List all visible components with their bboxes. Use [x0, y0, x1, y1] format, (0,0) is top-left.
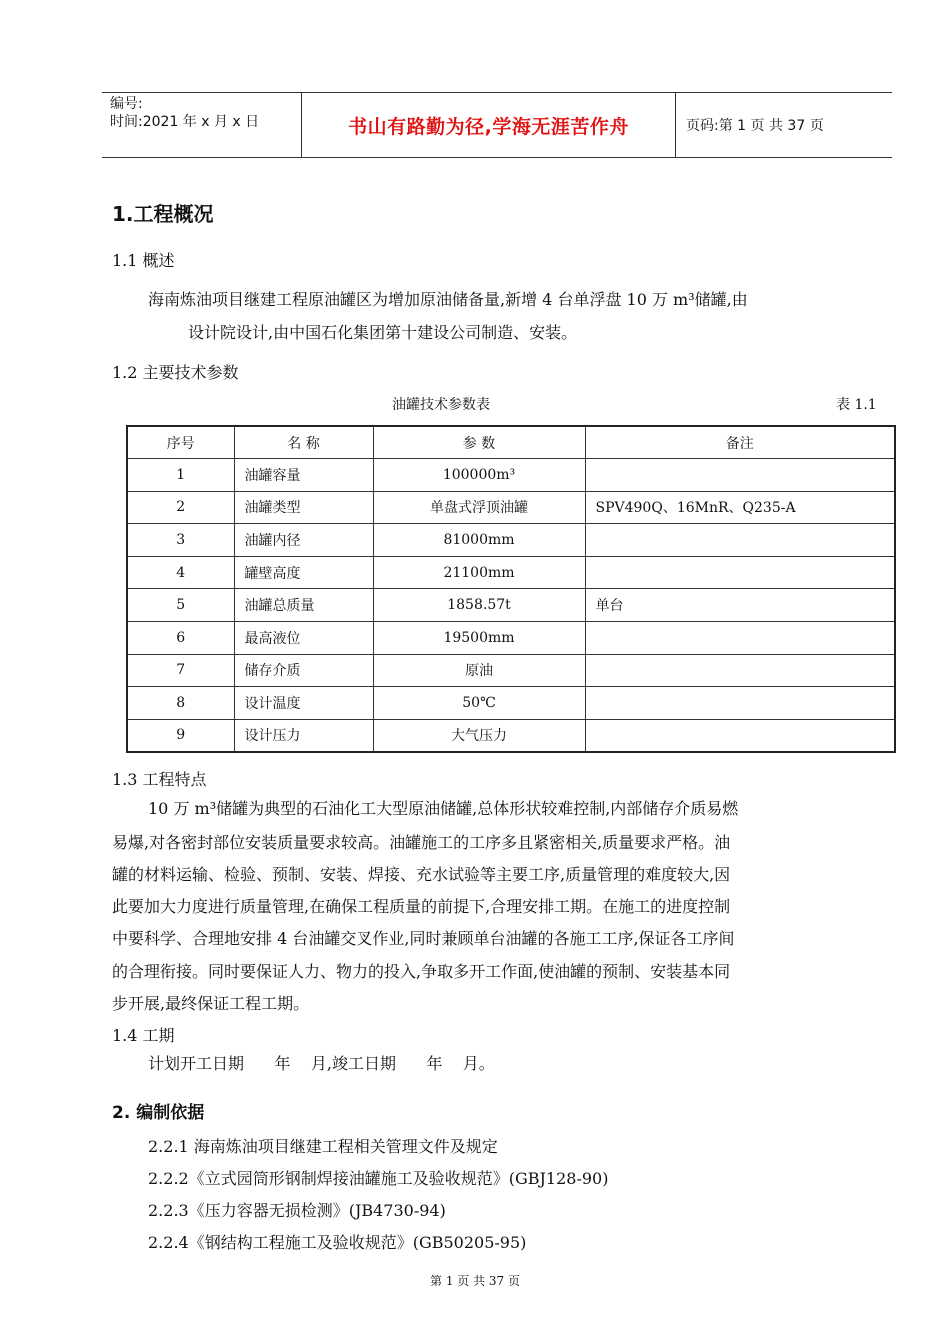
doc-number-label: 编号: — [110, 96, 143, 112]
cell-remark — [585, 719, 895, 752]
cell-name: 罐壁高度 — [234, 556, 373, 589]
header-page-info: 页码:第 1 页 共 37 页 — [686, 118, 824, 134]
cell-param: 19500mm — [373, 622, 585, 655]
cell-param: 50℃ — [373, 687, 585, 720]
table-row — [127, 654, 895, 687]
cell-index: 3 — [127, 524, 234, 557]
cell-index: 2 — [127, 491, 234, 524]
cell-name: 设计压力 — [234, 719, 373, 752]
cell-remark: SPV490Q、16MnR、Q235-A — [585, 491, 895, 524]
table-row — [127, 524, 895, 557]
table-header-row — [127, 426, 895, 459]
page-footer: 第 1 页 共 37 页 — [430, 1274, 520, 1288]
cell-param: 单盘式浮顶油罐 — [373, 491, 585, 524]
cell-param: 大气压力 — [373, 719, 585, 752]
cell-remark — [585, 654, 895, 687]
cell-index: 9 — [127, 719, 234, 752]
section-2-title: 2. 编制依据 — [112, 1103, 205, 1123]
schedule-text: 计划开工日期 年 月,竣工日期 年 月。 — [148, 1054, 495, 1073]
col-header-name: 名 称 — [234, 426, 373, 459]
cell-index: 7 — [127, 654, 234, 687]
reference-item: 2.2.2《立式园筒形钢制焊接油罐施工及验收规范》(GBJ128-90) — [148, 1169, 609, 1188]
features-line: 中要科学、合理地安排 4 台油罐交叉作业,同时兼顾单台油罐的各施工工序,保证各工序间 — [112, 929, 735, 948]
cell-param: 1858.57t — [373, 589, 585, 622]
cell-name: 油罐容量 — [234, 459, 373, 492]
section-1-title: 1.工程概况 — [112, 202, 214, 226]
cell-param: 81000mm — [373, 524, 585, 557]
overview-line-1: 海南炼油项目继建工程原油罐区为增加原油储备量,新增 4 台单浮盘 10 万 m³储罐,由 — [148, 290, 748, 309]
cell-remark — [585, 687, 895, 720]
cell-name: 设计温度 — [234, 687, 373, 720]
table-title: 油罐技术参数表 — [392, 397, 490, 413]
features-line: 步开展,最终保证工程工期。 — [112, 994, 310, 1013]
cell-name: 油罐总质量 — [234, 589, 373, 622]
overview-line-2: 设计院设计,由中国石化集团第十建设公司制造、安装。 — [188, 323, 578, 342]
cell-index: 5 — [127, 589, 234, 622]
cell-name: 最高液位 — [234, 622, 373, 655]
features-line: 的合理衔接。同时要保证人力、物力的投入,争取多开工作面,使油罐的预制、安装基本同 — [112, 962, 731, 981]
col-header-index: 序号 — [127, 426, 234, 459]
doc-time: 时间:2021 年 x 月 x 日 — [110, 114, 260, 130]
cell-remark — [585, 556, 895, 589]
table-row — [127, 459, 895, 492]
cell-param: 原油 — [373, 654, 585, 687]
table-row — [127, 589, 895, 622]
tank-parameter-table — [126, 425, 896, 753]
section-1-4-heading: 1.4 工期 — [112, 1026, 175, 1045]
cell-param: 100000m³ — [373, 459, 585, 492]
reference-item: 2.2.1 海南炼油项目继建工程相关管理文件及规定 — [148, 1137, 498, 1156]
table-row — [127, 491, 895, 524]
table-row — [127, 556, 895, 589]
table-row — [127, 719, 895, 752]
cell-index: 8 — [127, 687, 234, 720]
col-header-param: 参 数 — [373, 426, 585, 459]
features-line: 易爆,对各密封部位安装质量要求较高。油罐施工的工序多且紧密相关,质量要求严格。油 — [112, 833, 731, 852]
page-header — [102, 92, 892, 158]
cell-name: 储存介质 — [234, 654, 373, 687]
table-row — [127, 622, 895, 655]
reference-item: 2.2.3《压力容器无损检测》(JB4730-94) — [148, 1201, 446, 1220]
reference-item: 2.2.4《钢结构工程施工及验收规范》(GB50205-95) — [148, 1233, 527, 1252]
cell-param: 21100mm — [373, 556, 585, 589]
cell-remark: 单台 — [585, 589, 895, 622]
cell-remark — [585, 459, 895, 492]
features-line: 10 万 m³储罐为典型的石油化工大型原油储罐,总体形状较难控制,内部储存介质易燃 — [148, 799, 739, 818]
section-1-2-heading: 1.2 主要技术参数 — [112, 363, 239, 382]
section-1-3-heading: 1.3 工程特点 — [112, 770, 207, 789]
cell-remark — [585, 524, 895, 557]
cell-name: 油罐类型 — [234, 491, 373, 524]
cell-name: 油罐内径 — [234, 524, 373, 557]
table-number: 表 1.1 — [836, 397, 877, 413]
cell-index: 6 — [127, 622, 234, 655]
header-meta — [102, 93, 302, 157]
col-header-remark: 备注 — [585, 426, 895, 459]
cell-remark — [585, 622, 895, 655]
features-line: 此要加大力度进行质量管理,在确保工程质量的前提下,合理安排工期。在施工的进度控制 — [112, 897, 731, 916]
header-motto: 书山有路勤为径,学海无涯苦作舟 — [302, 93, 676, 157]
features-line: 罐的材料运输、检验、预制、安装、焊接、充水试验等主要工序,质量管理的难度较大,因 — [112, 865, 731, 884]
section-1-1-heading: 1.1 概述 — [112, 251, 175, 270]
cell-index: 4 — [127, 556, 234, 589]
table-row — [127, 687, 895, 720]
cell-index: 1 — [127, 459, 234, 492]
